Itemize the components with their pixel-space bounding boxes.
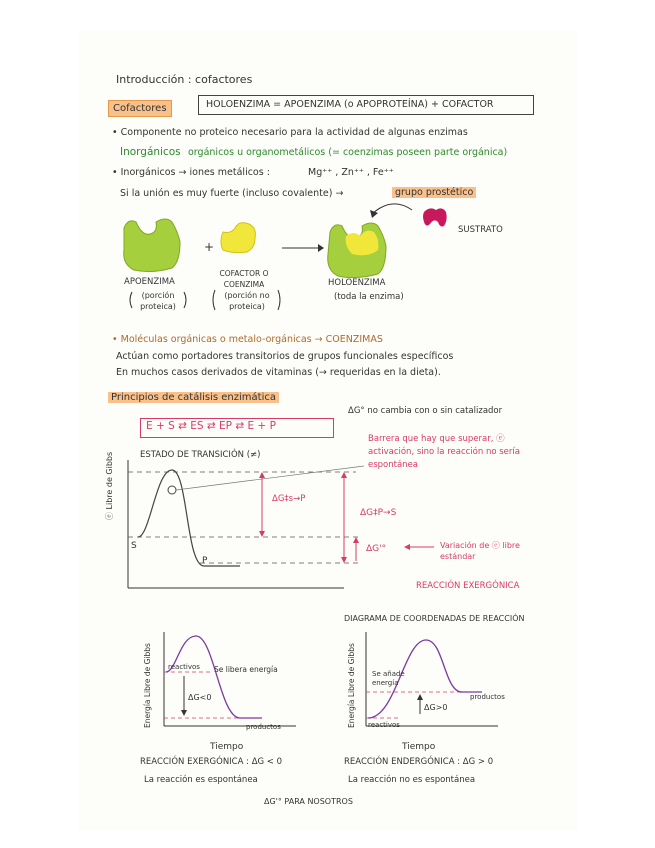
left-reactivos: reactivos bbox=[168, 663, 200, 671]
coenzyme-line-3: En muchos casos derivados de vitaminas (→ requeridas en la dieta). bbox=[116, 367, 441, 378]
note-line-4a: Si la unión es muy fuerte (incluso covalente) → bbox=[120, 188, 344, 199]
apoenzyme-sub: (porción proteica) bbox=[140, 291, 176, 311]
right-productos: productos bbox=[470, 693, 505, 701]
cofactores-label: Cofactores bbox=[108, 100, 172, 117]
equation-text: E + S ⇄ ES ⇄ EP ⇄ E + P bbox=[146, 420, 276, 432]
barrier-note: Barrera que hay que superar, ⓔ activación, sino la reacción no sería espontánea bbox=[368, 434, 520, 470]
left-ylabel: Energía Libre de Gibbs bbox=[143, 643, 152, 728]
footer-note: ΔG'° PARA NOSOTROS bbox=[264, 797, 353, 806]
coord-title: DIAGRAMA DE COORDENADAS DE REACCIÓN bbox=[344, 614, 525, 623]
cofactor-sub: (porción no proteica) bbox=[224, 291, 270, 311]
label-s: S bbox=[131, 541, 137, 551]
left-caption-2: La reacción es espontánea bbox=[144, 775, 258, 785]
plus-sign: + bbox=[204, 240, 215, 254]
substrate-label: SUSTRATO bbox=[458, 225, 503, 235]
cofactor-label: COFACTOR O COENZIMA bbox=[219, 269, 269, 289]
note-line-2a: Inorgánicos bbox=[120, 146, 181, 158]
right-dg: ΔG>0 bbox=[424, 703, 448, 712]
catalysis-title: Principios de catálisis enzimática bbox=[108, 392, 279, 403]
dg-ts-label: ΔG‡s→P bbox=[272, 494, 306, 504]
dg-note: ΔG° no cambia con o sin catalizador bbox=[348, 406, 503, 416]
right-ylabel: Energía Libre de Gibbs bbox=[347, 643, 356, 728]
holoenzyme-sub: (toda la enzima) bbox=[334, 292, 404, 302]
left-caption-1: REACCIÓN EXERGÓNICA : ΔG < 0 bbox=[140, 757, 283, 767]
note-line-2b: orgánicos u organometálicos (= coenzimas poseen parte orgánica) bbox=[188, 147, 508, 158]
note-line-1: • Componente no proteico necesario para la actividad de algunas enzimas bbox=[112, 127, 468, 138]
right-añade: Se añade energía bbox=[372, 670, 405, 687]
page-title: Introducción : cofactores bbox=[116, 73, 253, 86]
coenzyme-line-2: Actúan como portadores transitorios de grupos funcionales específicos bbox=[116, 351, 454, 362]
note-line-3a: • Inorgánicos → iones metálicos : bbox=[112, 167, 270, 178]
transition-label: ESTADO DE TRANSICIÓN (≠) bbox=[140, 450, 261, 460]
note-line-4b: grupo prostético bbox=[392, 187, 476, 198]
left-dg: ΔG<0 bbox=[188, 693, 212, 702]
dg0-label: ΔG'° bbox=[366, 544, 387, 554]
right-caption-1: REACCIÓN ENDERGÓNICA : ΔG > 0 bbox=[344, 757, 494, 767]
note-line-3b: Mg⁺⁺ , Zn⁺⁺ , Fe⁺⁺ bbox=[308, 167, 394, 178]
exergonic-label: REACCIÓN EXERGÓNICA bbox=[416, 581, 520, 591]
left-xlabel: Tiempo bbox=[210, 742, 244, 752]
label-p: P bbox=[202, 556, 208, 566]
right-reactivos: reactivos bbox=[368, 721, 400, 729]
holoenzyme-label: HOLOENZIMA bbox=[328, 278, 386, 288]
left-productos: productos bbox=[246, 723, 281, 731]
variation-note: Variación de ⓔ libre estándar bbox=[440, 541, 520, 561]
formula-text: HOLOENZIMA = APOENZIMA (o APOPROTEÍNA) + COFACTOR bbox=[206, 99, 494, 110]
dg-p-label: ΔG‡P→S bbox=[360, 508, 397, 518]
right-caption-2: La reacción no es espontánea bbox=[348, 775, 476, 785]
right-xlabel: Tiempo bbox=[402, 742, 436, 752]
apoenzyme-label: APOENZIMA bbox=[124, 277, 175, 287]
main-ylabel: ⓔ Libre de Gibbs bbox=[105, 451, 114, 520]
left-libera: Se libera energía bbox=[214, 665, 278, 674]
coenzyme-line-1: • Moléculas orgánicas o metalo-orgánicas → COENZIMAS bbox=[112, 334, 383, 345]
